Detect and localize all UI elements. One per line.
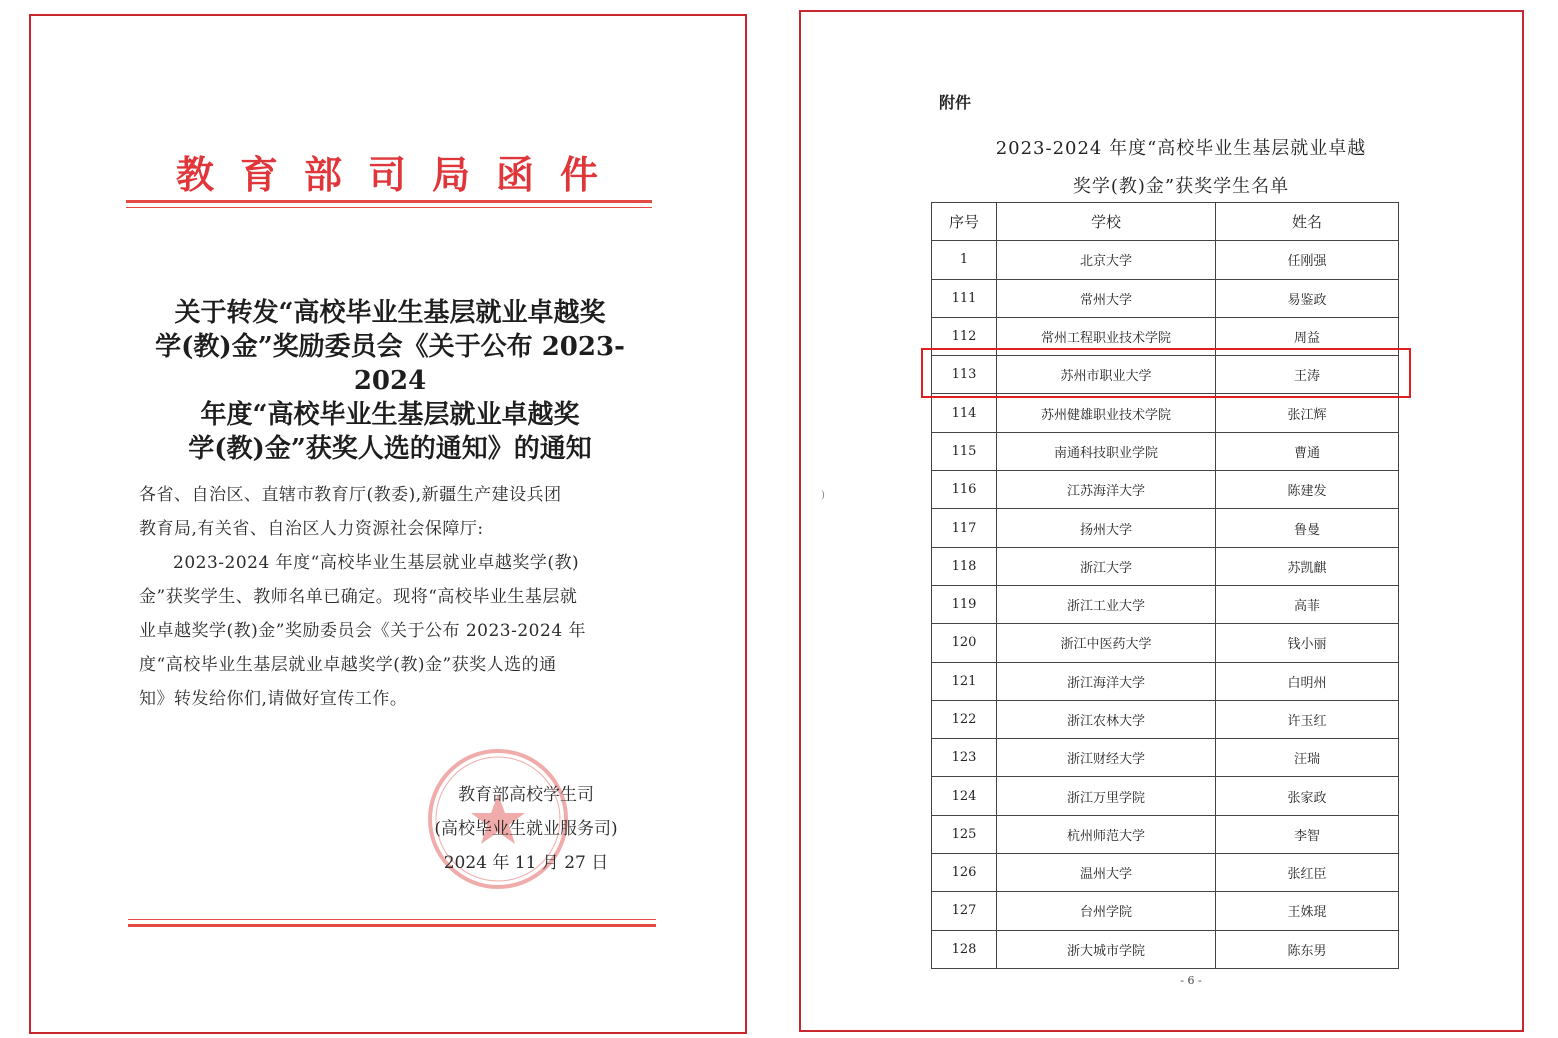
table-row xyxy=(932,241,1399,279)
cell-no: 120 xyxy=(932,624,997,662)
cell-name: 任刚强 xyxy=(1216,241,1399,279)
table-row xyxy=(932,739,1399,777)
cell-name: 王涛 xyxy=(1216,356,1399,394)
table-header-row xyxy=(932,203,1399,241)
table-row xyxy=(932,585,1399,623)
cell-name: 鲁曼 xyxy=(1216,509,1399,547)
letterhead-rule-thin xyxy=(126,207,652,208)
table-row xyxy=(932,509,1399,547)
cell-no: 111 xyxy=(932,279,997,317)
cell-name: 易鉴政 xyxy=(1216,279,1399,317)
letterhead-rule-thick xyxy=(126,200,652,203)
signature-org: 教育部高校学生司 xyxy=(458,785,594,805)
notice-title-line: 学(教)金”奖励委员会《关于公布 2023-2024 xyxy=(155,332,625,396)
cell-name: 李智 xyxy=(1216,815,1399,853)
notice-title-line: 年度“高校毕业生基层就业卓越奖 xyxy=(200,400,580,430)
cell-school: 台州学院 xyxy=(997,892,1216,930)
cell-name: 张家政 xyxy=(1216,777,1399,815)
award-table xyxy=(931,202,1399,969)
notice-body xyxy=(139,478,639,716)
cell-school: 浙大城市学院 xyxy=(997,930,1216,968)
cell-no: 128 xyxy=(932,930,997,968)
header-school: 学校 xyxy=(997,203,1216,241)
cell-no: 112 xyxy=(932,317,997,355)
cell-school: 扬州大学 xyxy=(997,509,1216,547)
cell-school: 常州大学 xyxy=(997,279,1216,317)
cell-name: 苏凯麒 xyxy=(1216,547,1399,585)
notice-title-line: 关于转发“高校毕业生基层就业卓越奖 xyxy=(174,298,606,328)
cell-name: 许玉红 xyxy=(1216,700,1399,738)
cell-no: 1 xyxy=(932,241,997,279)
cell-school: 浙江大学 xyxy=(997,547,1216,585)
salutation-line: 教育局,有关省、自治区人力资源社会保障厅: xyxy=(139,519,484,539)
cell-name: 王姝琨 xyxy=(1216,892,1399,930)
cell-school: 浙江财经大学 xyxy=(997,739,1216,777)
page-number: - 6 - xyxy=(1180,974,1202,987)
cell-no: 126 xyxy=(932,854,997,892)
body-line: 业卓越奖学(教)金”奖励委员会《关于公布 2023-2024 年 xyxy=(139,621,587,641)
table-row xyxy=(932,394,1399,432)
cell-no: 127 xyxy=(932,892,997,930)
cell-name: 张红臣 xyxy=(1216,854,1399,892)
table-row xyxy=(932,930,1399,968)
table-row xyxy=(932,471,1399,509)
cover-letter-page xyxy=(29,14,747,1034)
cell-no: 114 xyxy=(932,394,997,432)
cell-no: 125 xyxy=(932,815,997,853)
cell-name: 钱小丽 xyxy=(1216,624,1399,662)
attachment-label: 附件 xyxy=(939,93,972,112)
margin-mark: ) xyxy=(821,490,825,501)
cell-no: 121 xyxy=(932,662,997,700)
cell-no: 122 xyxy=(932,700,997,738)
cell-no: 118 xyxy=(932,547,997,585)
cell-school: 浙江万里学院 xyxy=(997,777,1216,815)
table-row xyxy=(932,777,1399,815)
list-title-line: 奖学(教)金”获奖学生名单 xyxy=(1072,176,1290,197)
cell-school: 北京大学 xyxy=(997,241,1216,279)
cell-school: 常州工程职业技术学院 xyxy=(997,317,1216,355)
notice-title xyxy=(131,296,649,466)
table-row xyxy=(932,892,1399,930)
cell-school: 苏州健雄职业技术学院 xyxy=(997,394,1216,432)
body-line: 2023-2024 年度“高校毕业生基层就业卓越奖学(教) xyxy=(173,553,580,573)
table-row xyxy=(932,815,1399,853)
cell-no: 119 xyxy=(932,585,997,623)
cell-no: 113 xyxy=(932,356,997,394)
cell-school: 苏州市职业大学 xyxy=(997,356,1216,394)
cell-name: 张江辉 xyxy=(1216,394,1399,432)
cell-school: 温州大学 xyxy=(997,854,1216,892)
cell-no: 123 xyxy=(932,739,997,777)
body-line: 知》转发给你们,请做好宣传工作。 xyxy=(139,689,408,709)
signature-date: 2024 年 11 月 27 日 xyxy=(443,853,609,873)
signature-block xyxy=(361,778,691,880)
table-row xyxy=(932,662,1399,700)
signature-sub-org: (高校毕业生就业服务司) xyxy=(434,819,618,839)
cell-no: 124 xyxy=(932,777,997,815)
header-name: 姓名 xyxy=(1216,203,1399,241)
cell-school: 杭州师范大学 xyxy=(997,815,1216,853)
cell-no: 115 xyxy=(932,432,997,470)
highlight-box xyxy=(921,348,1411,398)
header-no: 序号 xyxy=(932,203,997,241)
footer-rule-thick xyxy=(128,924,656,927)
footer-rule-thin xyxy=(128,919,656,920)
letterhead-title: 教育部司局函件 xyxy=(175,153,624,197)
notice-title-line: 学(教)金”获奖人选的通知》的通知 xyxy=(188,434,592,464)
award-list-page xyxy=(799,10,1524,1032)
table-row xyxy=(932,279,1399,317)
cell-name: 汪瑞 xyxy=(1216,739,1399,777)
cell-name: 白明州 xyxy=(1216,662,1399,700)
table-row xyxy=(932,624,1399,662)
list-title xyxy=(931,130,1431,206)
cell-school: 浙江工业大学 xyxy=(997,585,1216,623)
cell-name: 陈东男 xyxy=(1216,930,1399,968)
table-row xyxy=(932,854,1399,892)
cell-school: 江苏海洋大学 xyxy=(997,471,1216,509)
cell-name: 陈建发 xyxy=(1216,471,1399,509)
table-row xyxy=(932,547,1399,585)
cell-school: 浙江农林大学 xyxy=(997,700,1216,738)
table-row xyxy=(932,432,1399,470)
list-title-line: 2023-2024 年度“高校毕业生基层就业卓越 xyxy=(995,138,1367,159)
salutation-line: 各省、自治区、直辖市教育厅(教委),新疆生产建设兵团 xyxy=(139,485,562,505)
cell-no: 116 xyxy=(932,471,997,509)
cell-no: 117 xyxy=(932,509,997,547)
cell-name: 周益 xyxy=(1216,317,1399,355)
table-row xyxy=(932,700,1399,738)
body-line: 金”获奖学生、教师名单已确定。现将“高校毕业生基层就 xyxy=(139,587,578,607)
cell-school: 南通科技职业学院 xyxy=(997,432,1216,470)
cell-name: 曹通 xyxy=(1216,432,1399,470)
cell-name: 高菲 xyxy=(1216,585,1399,623)
cell-school: 浙江海洋大学 xyxy=(997,662,1216,700)
cell-school: 浙江中医药大学 xyxy=(997,624,1216,662)
body-line: 度“高校毕业生基层就业卓越奖学(教)金”获奖人选的通 xyxy=(139,655,557,675)
